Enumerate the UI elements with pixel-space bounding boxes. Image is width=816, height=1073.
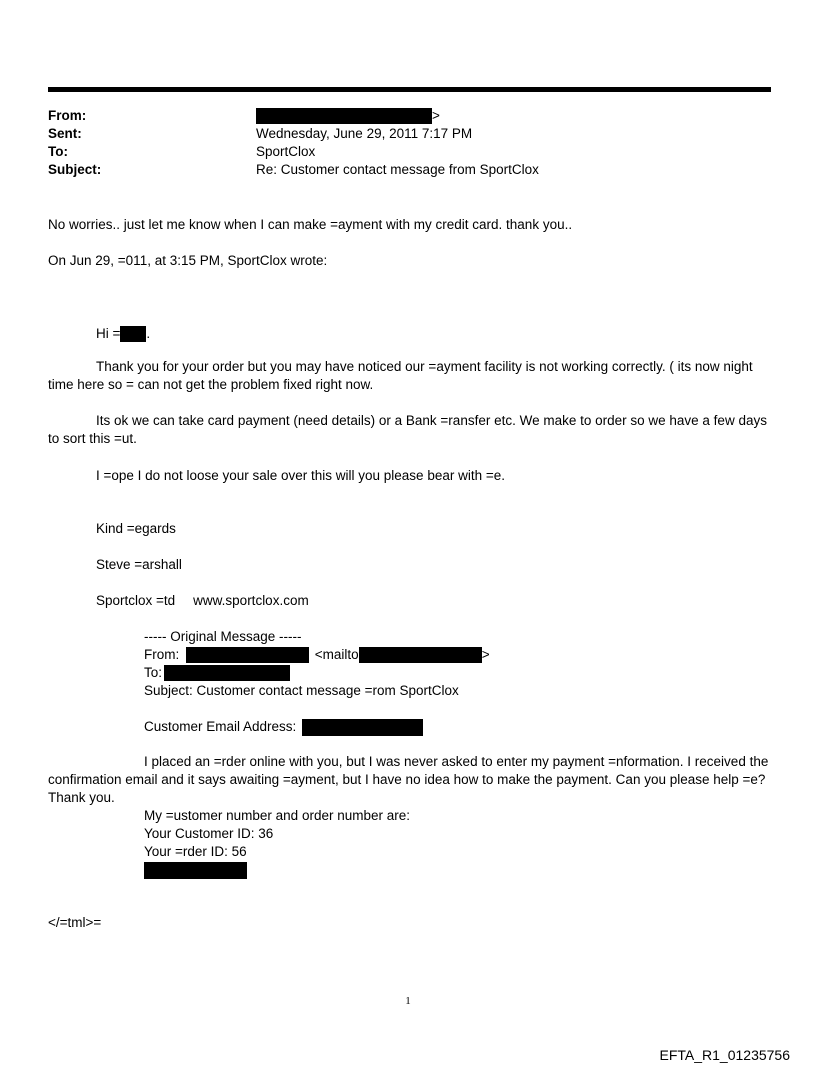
paragraph-payment-options: Its ok we can take card payment (need details) or a Bank =ransfer etc. We make to order so we have a few days to sort this =ut. — [48, 413, 767, 446]
signer-company-line — [96, 592, 309, 610]
to-value: SportClox — [256, 144, 316, 159]
redaction-block — [186, 647, 309, 663]
original-to-label: To: — [144, 665, 163, 680]
original-message-divider: ----- Original Message ----- — [144, 629, 302, 644]
signer-website: www.sportclox.com — [193, 593, 309, 608]
redaction-block — [120, 326, 146, 342]
signer-name: Steve =arshall — [96, 557, 182, 572]
redaction-block — [144, 862, 247, 879]
header-top-rule — [48, 87, 771, 92]
greeting-suffix: . — [146, 326, 151, 341]
subject-value: Re: Customer contact message from SportClox — [256, 162, 539, 177]
from-label: From: — [48, 108, 87, 123]
numbers-intro: My =ustomer number and order number are: — [144, 808, 410, 823]
customer-message: I placed an =rder online with you, but I was never asked to enter my payment =nformation. I received the confirmation email and it says awaiting =ayment, but I have no idea how to make the payment. Can you please help =e? Thank you. — [48, 754, 769, 805]
order-id: Your =rder ID: 56 — [144, 844, 247, 859]
customer-email-label: Customer Email Address: — [144, 719, 297, 734]
mailto-prefix: <mailto — [314, 647, 359, 662]
redaction-block — [164, 665, 290, 681]
from-value — [256, 107, 440, 125]
greeting-prefix: Hi = — [96, 326, 121, 341]
customer-id: Your Customer ID: 36 — [144, 826, 274, 841]
sent-value: Wednesday, June 29, 2011 7:17 PM — [256, 126, 473, 141]
signer-company: Sportclox =td — [96, 593, 176, 608]
paragraph-apology: I =ope I do not loose your sale over this will you please bear with =e. — [96, 468, 505, 483]
original-from-line — [144, 646, 490, 664]
greeting — [96, 325, 150, 343]
customer-email-line — [144, 718, 423, 736]
redacted-line — [144, 861, 247, 879]
html-tail: </=tml>= — [48, 915, 102, 930]
quote-intro: On Jun 29, =011, at 3:15 PM, SportClox wrote: — [48, 253, 328, 268]
bates-number: EFTA_R1_01235756 — [659, 1047, 790, 1063]
mailto-suffix: > — [481, 647, 490, 662]
subject-label: Subject: — [48, 162, 102, 177]
original-from-label: From: — [144, 647, 180, 662]
original-to-line — [144, 664, 290, 682]
to-label: To: — [48, 144, 68, 159]
reply-line: No worries.. just let me know when I can make =ayment with my credit card. thank you.. — [48, 217, 573, 232]
sent-label: Sent: — [48, 126, 82, 141]
sign-off: Kind =egards — [96, 521, 176, 536]
page-number: 1 — [405, 995, 411, 1007]
redaction-block — [359, 647, 482, 663]
from-value-suffix: > — [432, 108, 440, 123]
paragraph-payment-issue: Thank you for your order but you may have noticed our =ayment facility is not working correctly. ( its now night time here so = can not get the problem fixed right now. — [48, 359, 753, 392]
redaction-block — [256, 108, 432, 124]
original-subject-line: Subject: Customer contact message =rom SportClox — [144, 683, 459, 698]
redaction-block — [302, 719, 423, 736]
